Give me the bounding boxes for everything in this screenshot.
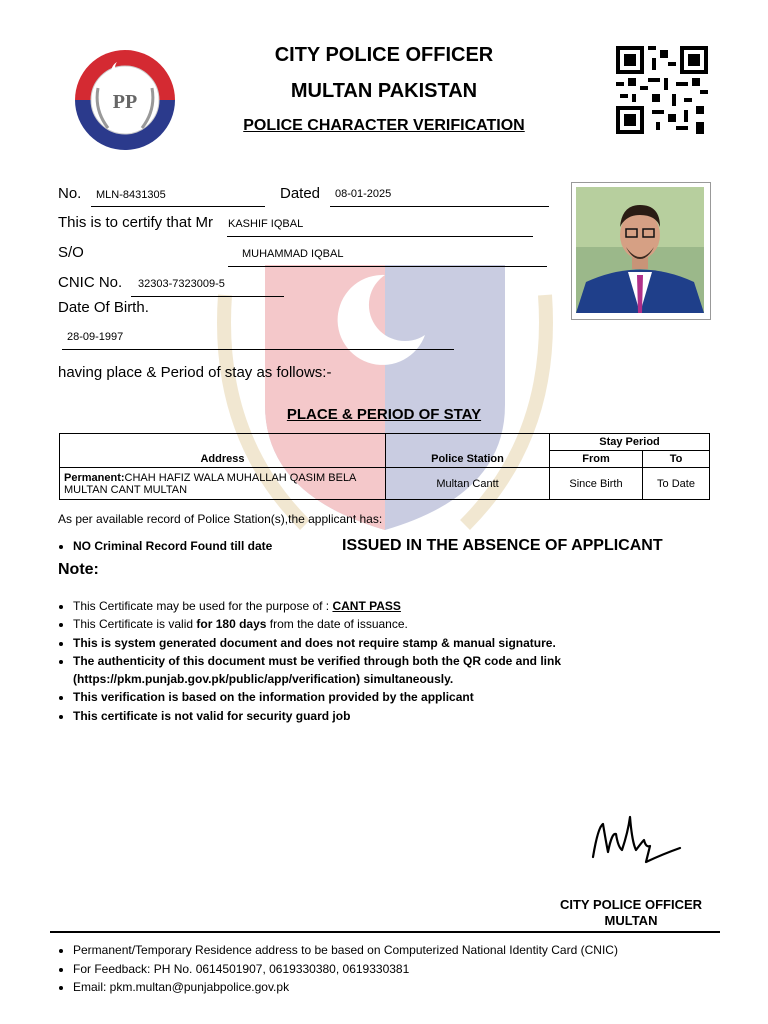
notes-list (51, 597, 693, 725)
dated-value: 08-01-2025 (335, 188, 392, 200)
record-result: • NO Criminal Record Found till date (73, 537, 272, 555)
stay-table (59, 433, 710, 500)
col-to: To (643, 451, 710, 468)
col-period: Stay Period (550, 434, 710, 451)
absence-notice: ISSUED IN THE ABSENCE OF APPLICANT (342, 537, 663, 554)
to-cell: To Date (643, 468, 710, 500)
note-item (73, 615, 693, 633)
address-value: CHAH HAFIZ WALA MUHALLAH QASIM BELA MULTAN CANT MULTAN (64, 471, 356, 496)
note-item: • This certificate is not valid for security guard job (73, 707, 693, 725)
dated-label: Dated (280, 185, 321, 202)
so-label: S/O (58, 244, 84, 261)
note-item: • This verification is based on the information provided by the applicant (73, 688, 693, 706)
no-value: MLN-8431305 (96, 189, 166, 201)
station-cell: Multan Cantt (386, 468, 550, 500)
stay-heading: PLACE & PERIOD OF STAY (286, 406, 482, 423)
record-list (51, 537, 272, 555)
page-title-line2: MULTAN PAKISTAN (290, 80, 478, 102)
note-item (73, 597, 693, 615)
from-cell: Since Birth (550, 468, 643, 500)
qr-code-icon[interactable] (616, 46, 708, 134)
dob-label: Date Of Birth. (58, 299, 149, 316)
col-address: Address (60, 434, 386, 468)
no-label: No. (58, 185, 82, 202)
note-valid-suffix: from the date of issuance. (269, 617, 408, 632)
certify-label: This is to certify that Mr (58, 214, 214, 231)
notes-heading: Note: (58, 561, 99, 578)
note-valid-prefix: This Certificate is valid (73, 617, 194, 632)
signature-image (588, 812, 683, 867)
address-prefix: Permanent: (64, 471, 125, 484)
footer-item: • For Feedback: PH No. 0614501907, 0619330380, 0619330381 (73, 960, 618, 979)
page-title-line1: CITY POLICE OFFICER (274, 44, 494, 66)
note-purpose-prefix: This Certificate may be used for the purpose of : (73, 599, 330, 613)
note-valid-days: for 180 days (196, 617, 267, 632)
name-value: KASHIF IQBAL (228, 218, 304, 230)
svg-text:PP: PP (112, 91, 138, 113)
footer-list (51, 941, 618, 997)
address-cell (60, 468, 386, 500)
footer-item[interactable]: • Email: pkm.multan@punjabpolice.gov.pk (73, 978, 618, 997)
applicant-photo (571, 182, 711, 320)
note-item: • This is system generated document and does not require stamp & manual signature. (73, 634, 693, 652)
cnic-value: 32303-7323009-5 (138, 278, 225, 290)
stay-intro: having place & Period of stay as follows:- (58, 364, 332, 381)
dob-value: 28-09-1997 (67, 331, 124, 343)
father-value: MUHAMMAD IQBAL (242, 248, 344, 260)
signatory-title: CITY POLICE OFFICER (559, 897, 703, 912)
table-row (60, 468, 710, 500)
col-station: Police Station (386, 434, 550, 468)
note-purpose: CANT PASS (332, 599, 401, 613)
signatory-city: MULTAN (604, 913, 658, 928)
note-item: • The authenticity of this document must be verified through both the QR code and link (https://pkm.punjab.gov.pk/public/app/verification) simultaneously. (73, 652, 693, 689)
footer-divider (50, 931, 720, 933)
col-from: From (550, 451, 643, 468)
page-subtitle: POLICE CHARACTER VERIFICATION (243, 117, 525, 134)
cnic-label: CNIC No. (58, 274, 123, 291)
record-intro: As per available record of Police Station(s),the applicant has: (58, 512, 383, 526)
footer-item: • Permanent/Temporary Residence address to be based on Computerized National Identity Card (CNIC) (73, 941, 618, 960)
